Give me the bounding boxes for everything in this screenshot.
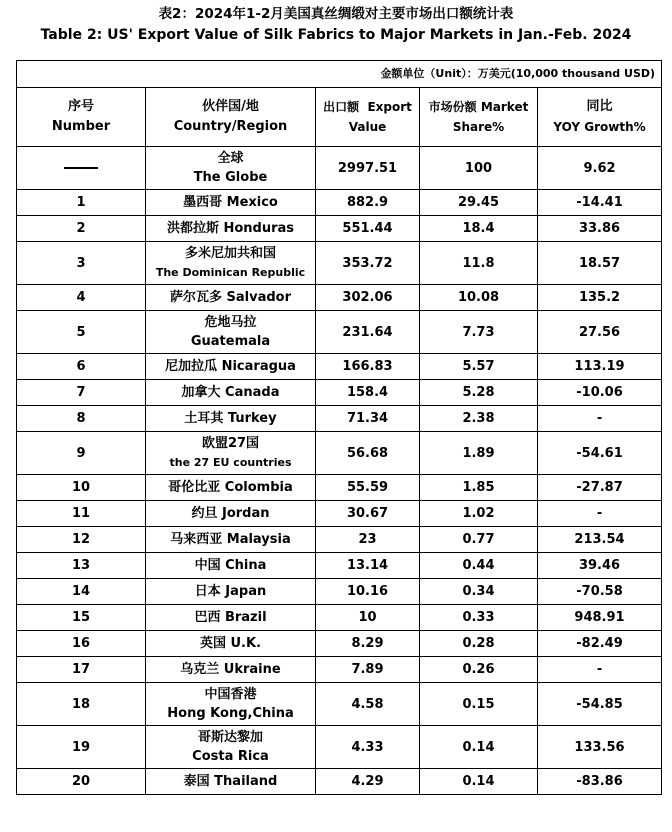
row-export-value: 71.34 [316,406,420,432]
country-line-1: 危地马拉 [204,315,257,330]
row-country [146,216,316,242]
country-line-1: 中国 China [194,557,267,573]
row-export-value: 302.06 [316,285,420,311]
table-row [17,769,662,795]
row-country [146,527,316,553]
row-number: 4 [17,285,146,311]
row-yoy-growth: 9.62 [538,147,662,190]
row-number: 6 [17,354,146,380]
header-country-en: Country/Region [173,119,288,134]
row-number: 11 [17,501,146,527]
row-export-value: 4.29 [316,769,420,795]
row-country [146,683,316,726]
row-yoy-growth: 27.56 [538,311,662,354]
row-country [146,190,316,216]
row-export-value: 4.33 [316,726,420,769]
header-export [316,88,420,147]
table-row [17,726,662,769]
row-yoy-growth: 39.46 [538,553,662,579]
row-number [17,147,146,190]
table-row [17,432,662,475]
table-row [17,605,662,631]
row-country [146,147,316,190]
row-number: 7 [17,380,146,406]
row-country [146,285,316,311]
table-row [17,242,662,285]
header-export-en: Value [348,120,387,134]
row-market-share: 0.33 [420,605,538,631]
row-market-share: 0.14 [420,726,538,769]
row-number: 13 [17,553,146,579]
row-country [146,657,316,683]
row-export-value: 10 [316,605,420,631]
row-country [146,501,316,527]
row-export-value: 2997.51 [316,147,420,190]
row-yoy-growth: 133.56 [538,726,662,769]
row-market-share: 1.89 [420,432,538,475]
row-export-value: 7.89 [316,657,420,683]
row-country [146,311,316,354]
country-line-1: 约旦 Jordan [191,505,270,521]
row-market-share: 0.26 [420,657,538,683]
row-market-share: 0.14 [420,769,538,795]
row-number: 15 [17,605,146,631]
row-export-value: 8.29 [316,631,420,657]
row-number: 1 [17,190,146,216]
row-yoy-growth: 113.19 [538,354,662,380]
country-line-1: 马来西亚 Malaysia [170,531,291,547]
row-market-share: 0.34 [420,579,538,605]
country-line-1: 全球 [217,151,244,166]
row-yoy-growth: -27.87 [538,475,662,501]
row-market-share: 18.4 [420,216,538,242]
country-line-1: 萨尔瓦多 Salvador [169,289,291,305]
row-yoy-growth: -83.86 [538,769,662,795]
country-line-1: 哥斯达黎加 [197,730,263,745]
row-market-share: 7.73 [420,311,538,354]
table-row [17,501,662,527]
export-table [16,60,662,795]
row-country [146,406,316,432]
row-market-share: 5.57 [420,354,538,380]
row-export-value: 353.72 [316,242,420,285]
row-yoy-growth: -54.61 [538,432,662,475]
row-market-share: 1.85 [420,475,538,501]
country-line-1: 加拿大 Canada [181,384,280,400]
row-export-value: 13.14 [316,553,420,579]
row-export-value: 231.64 [316,311,420,354]
header-yoy-cn: 同比 [586,98,613,114]
header-country [146,88,316,147]
row-yoy-growth: 948.91 [538,605,662,631]
row-number: 14 [17,579,146,605]
row-number: 16 [17,631,146,657]
row-country [146,605,316,631]
row-yoy-growth: 33.86 [538,216,662,242]
country-line-1: 洪都拉斯 Honduras [166,220,295,236]
country-line-1: 哥伦比亚 Colombia [168,479,293,495]
row-export-value: 30.67 [316,501,420,527]
country-line-2: the 27 EU countries [169,456,292,469]
header-number-cn: 序号 [67,99,94,114]
header-export-cn: 出口额 Export [323,100,412,114]
country-line-1: 土耳其 Turkey [184,410,277,426]
row-yoy-growth: 135.2 [538,285,662,311]
row-market-share: 11.8 [420,242,538,285]
country-line-1: 中国香港 [204,687,257,702]
row-country [146,769,316,795]
table-row [17,406,662,432]
header-row [17,88,662,147]
header-share-en: Share% [452,120,505,134]
row-yoy-growth: -10.06 [538,380,662,406]
row-yoy-growth: -70.58 [538,579,662,605]
global-dash [64,167,98,169]
row-yoy-growth: 213.54 [538,527,662,553]
country-line-1: 多米尼加共和国 [184,246,276,261]
row-market-share: 1.02 [420,501,538,527]
unit-row [17,61,662,88]
table-row [17,631,662,657]
table-row [17,553,662,579]
row-number: 5 [17,311,146,354]
row-yoy-growth: - [538,657,662,683]
country-line-1: 日本 Japan [194,583,267,599]
header-yoy [538,88,662,147]
row-market-share: 29.45 [420,190,538,216]
row-market-share: 0.15 [420,683,538,726]
row-yoy-growth: -82.49 [538,631,662,657]
row-country [146,380,316,406]
row-market-share: 0.44 [420,553,538,579]
row-yoy-growth: -14.41 [538,190,662,216]
row-market-share: 5.28 [420,380,538,406]
row-number: 2 [17,216,146,242]
row-country [146,354,316,380]
country-line-2: Guatemala [190,334,271,349]
row-export-value: 10.16 [316,579,420,605]
country-line-1: 英国 U.K. [199,635,262,651]
country-line-1: 欧盟27国 [201,436,260,451]
table-row [17,657,662,683]
row-export-value: 55.59 [316,475,420,501]
table-row [17,380,662,406]
table-row [17,190,662,216]
row-country [146,726,316,769]
row-export-value: 551.44 [316,216,420,242]
title-english: Table 2: US' Export Value of Silk Fabrics to Major Markets in Jan.-Feb. 2024 [40,27,632,43]
row-export-value: 4.58 [316,683,420,726]
row-number: 3 [17,242,146,285]
table-row [17,527,662,553]
row-yoy-growth: 18.57 [538,242,662,285]
row-export-value: 882.9 [316,190,420,216]
country-line-2: Costa Rica [192,749,269,764]
row-country [146,631,316,657]
row-country [146,432,316,475]
header-number-en: Number [51,119,111,134]
row-yoy-growth: -54.85 [538,683,662,726]
table-row [17,475,662,501]
table-row [17,354,662,380]
row-country [146,553,316,579]
table-row [17,683,662,726]
row-yoy-growth: - [538,501,662,527]
title-chinese: 表2：2024年1-2月美国真丝绸缎对主要市场出口额统计表 [158,6,514,22]
header-yoy-en: YOY Growth% [553,119,646,134]
row-export-value: 166.83 [316,354,420,380]
row-number: 17 [17,657,146,683]
row-country [146,579,316,605]
row-market-share: 2.38 [420,406,538,432]
table-row [17,285,662,311]
row-export-value: 23 [316,527,420,553]
country-line-2: The Globe [193,170,268,185]
country-line-2: Hong Kong,China [167,706,294,721]
row-market-share: 10.08 [420,285,538,311]
row-market-share: 0.77 [420,527,538,553]
country-line-1: 墨西哥 Mexico [183,194,278,210]
row-country [146,242,316,285]
table-row [17,311,662,354]
table-row [17,579,662,605]
country-line-2: The Dominican Republic [155,266,306,279]
row-market-share: 0.28 [420,631,538,657]
row-number: 9 [17,432,146,475]
table-row [17,147,662,190]
row-number: 20 [17,769,146,795]
table-row [17,216,662,242]
header-share [420,88,538,147]
row-yoy-growth: - [538,406,662,432]
country-line-1: 乌克兰 Ukraine [180,661,281,677]
row-number: 18 [17,683,146,726]
header-country-cn: 伙伴国/地 [202,99,259,114]
row-number: 8 [17,406,146,432]
country-line-1: 泰国 Thailand [183,773,278,789]
unit-note: 金额单位（Unit）：万美元(10,000 thousand USD) [17,61,662,88]
header-number [17,88,146,147]
row-number: 12 [17,527,146,553]
country-line-1: 尼加拉瓜 Nicaragua [165,358,296,374]
row-market-share: 100 [420,147,538,190]
header-share-cn: 市场份额 Market [428,100,529,114]
row-export-value: 158.4 [316,380,420,406]
country-line-1: 巴西 Brazil [194,609,267,625]
row-number: 19 [17,726,146,769]
row-number: 10 [17,475,146,501]
row-country [146,475,316,501]
row-export-value: 56.68 [316,432,420,475]
